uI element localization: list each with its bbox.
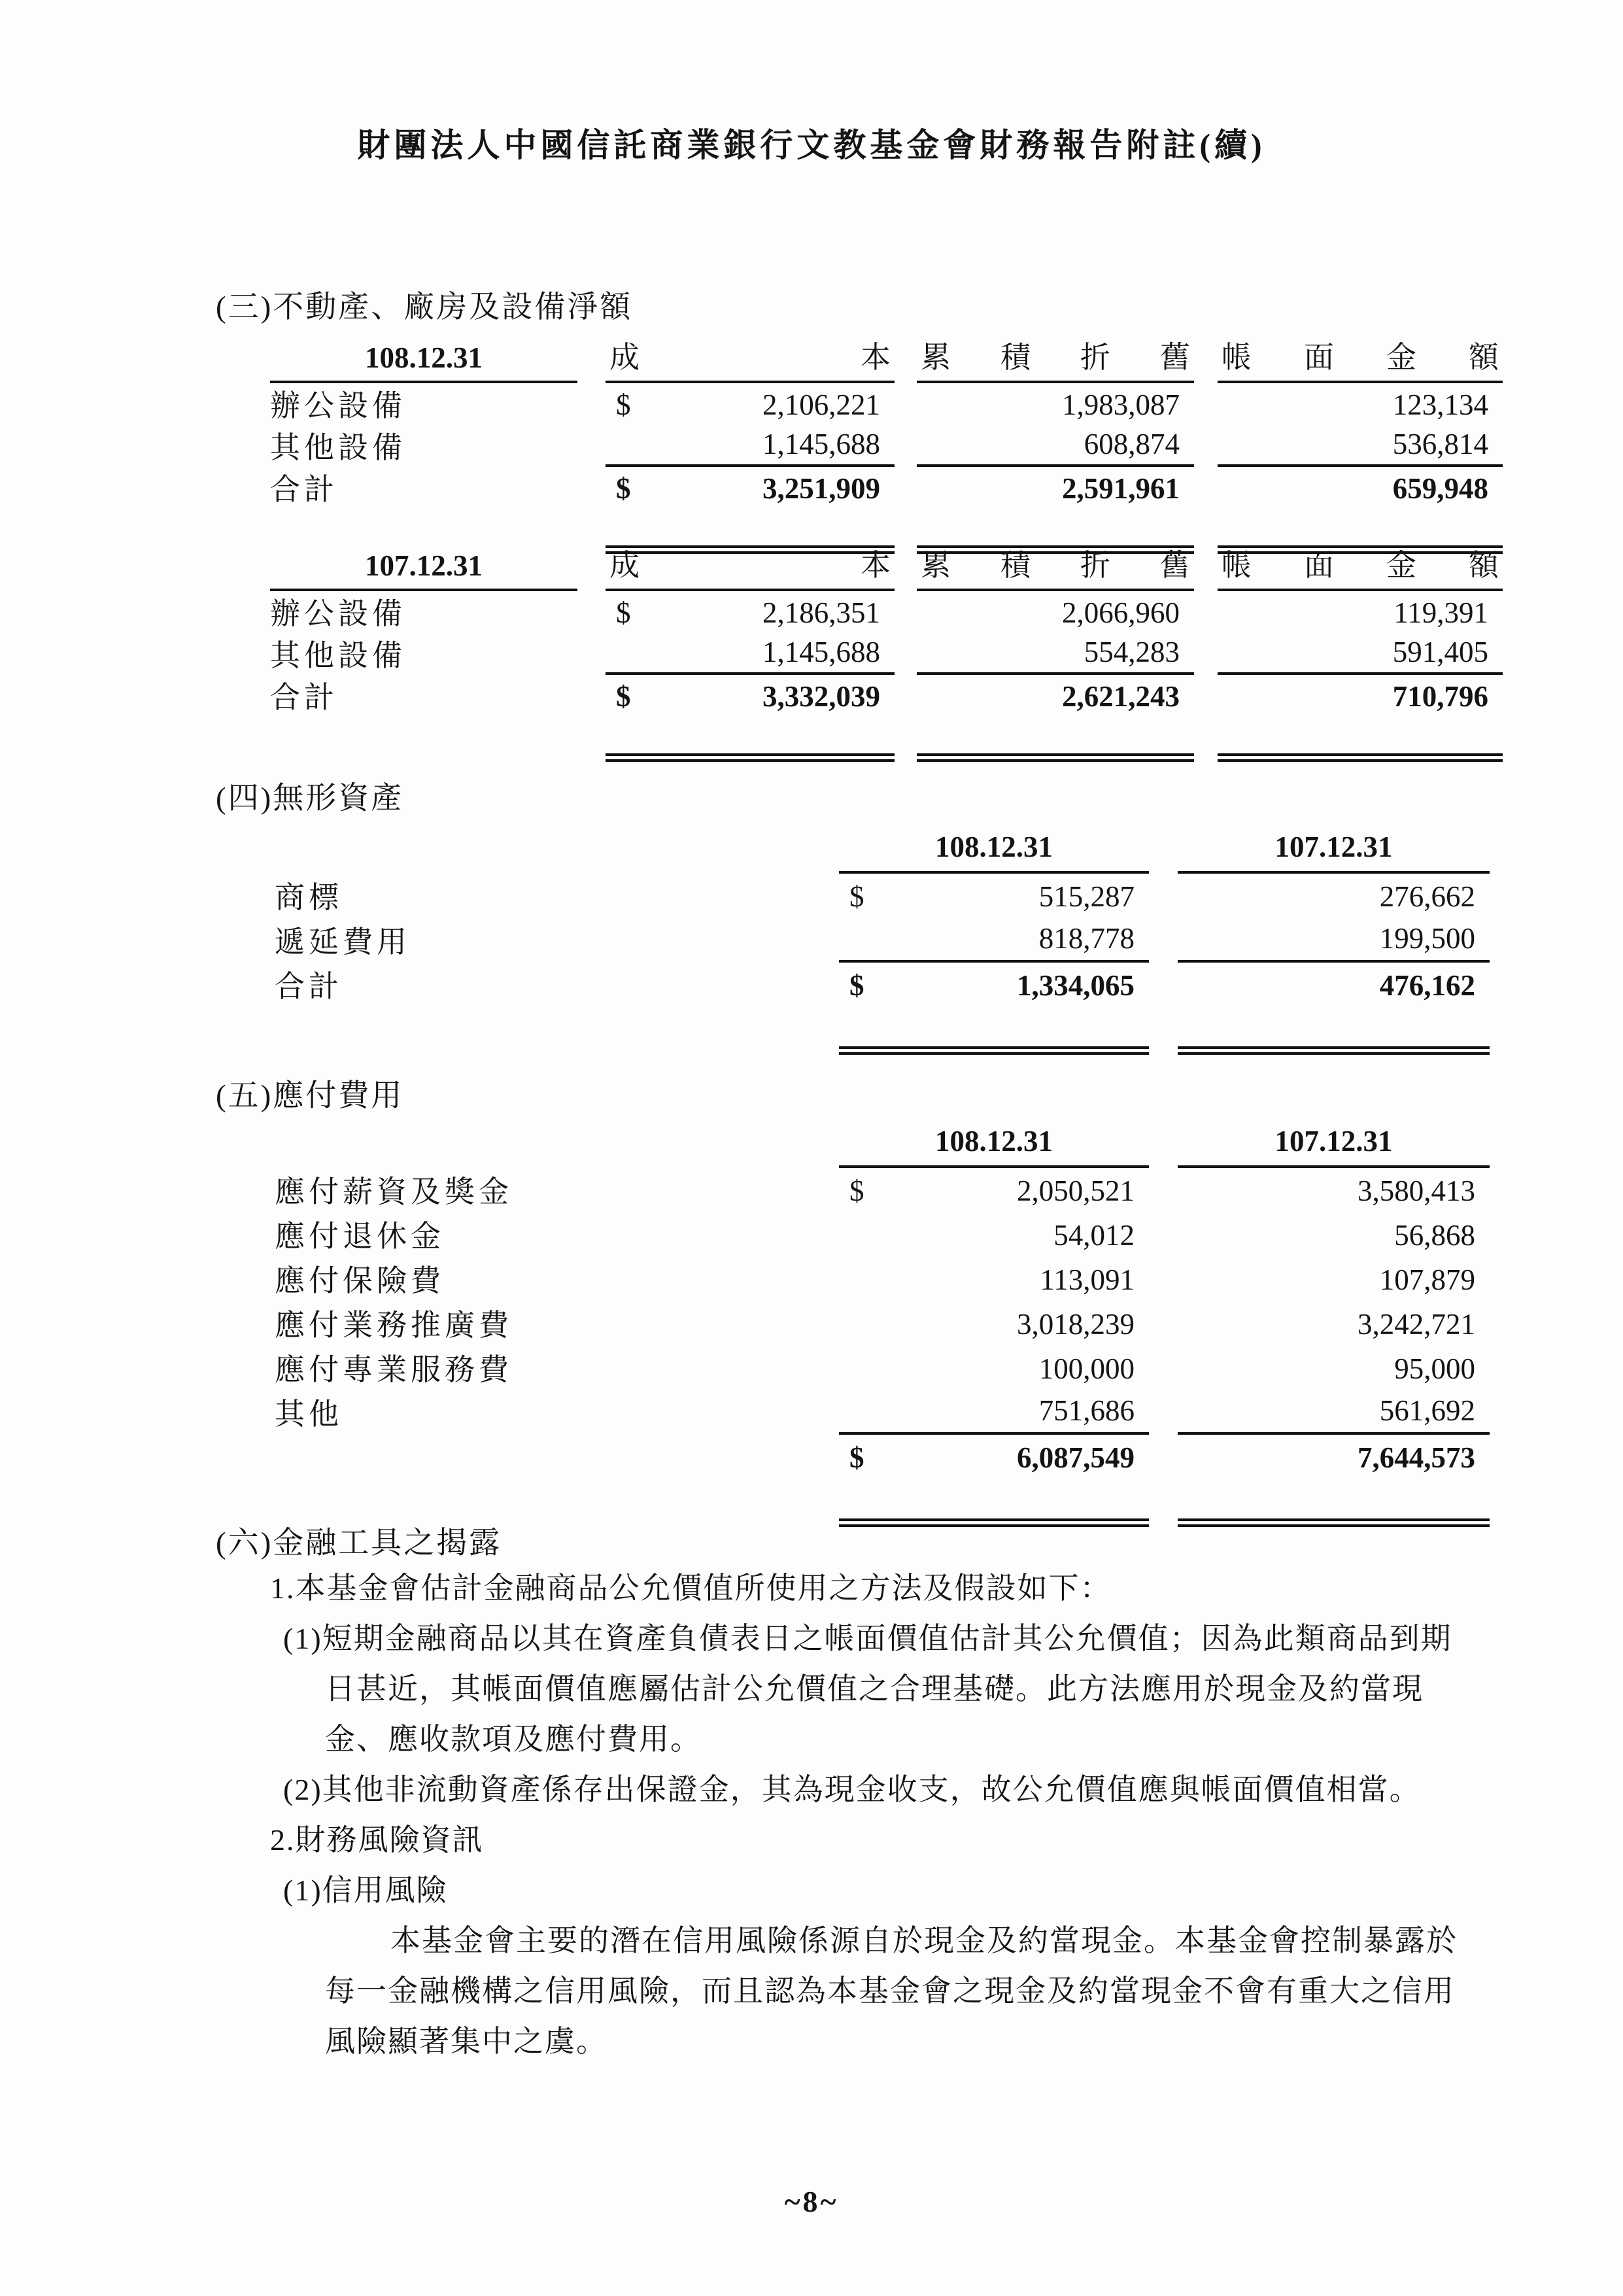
table-total-row <box>270 675 1503 717</box>
col-header-date-107: 107.12.31 <box>1178 1121 1490 1168</box>
col-header-cost: 成本 <box>606 339 895 383</box>
cell-value: 818,778 <box>1038 922 1135 955</box>
intangibles-table <box>275 832 1490 1055</box>
table-row <box>270 591 1503 633</box>
cell-value: 100,000 <box>1038 1352 1135 1385</box>
row-label: 合計 <box>270 473 338 506</box>
currency-symbol: $ <box>616 472 631 505</box>
currency-symbol: $ <box>849 1174 864 1207</box>
cell-value: 710,796 <box>1392 680 1488 713</box>
col-header-accumulated-depreciation: 累積折舊 <box>917 547 1194 591</box>
table-total-row <box>275 963 1490 1007</box>
cell-value: 199,500 <box>1379 922 1475 955</box>
cell-value: 276,662 <box>1379 880 1475 913</box>
table-total-row <box>275 1435 1490 1479</box>
double-rule <box>1178 1046 1490 1055</box>
cell-value: 2,066,960 <box>1062 596 1180 629</box>
cell-value: 536,814 <box>1392 428 1488 460</box>
currency-symbol: $ <box>616 596 631 629</box>
cell-value: 591,405 <box>1392 636 1488 668</box>
note-line: (2)其他非流動資產係存出保證金，其為現金收支，故公允價值應與帳面價值相當。 <box>283 1773 1421 1806</box>
col-header-date-108: 108.12.31 <box>839 827 1149 874</box>
table-row <box>275 1212 1490 1257</box>
row-label: 合計 <box>275 970 343 1003</box>
double-rule <box>839 1518 1149 1527</box>
table-row <box>270 633 1503 675</box>
cell-value: 3,332,039 <box>762 680 880 713</box>
cell-value: 7,644,573 <box>1358 1441 1475 1474</box>
table-header-row <box>270 340 1503 383</box>
double-rule-row <box>275 1007 1490 1055</box>
ppe-table-107 <box>270 548 1503 762</box>
cell-value: 3,018,239 <box>1017 1308 1135 1341</box>
double-rule <box>606 753 895 762</box>
table-row <box>270 425 1503 467</box>
table-row <box>275 1390 1490 1435</box>
col-header-date-108: 108.12.31 <box>839 1121 1149 1168</box>
table-row <box>270 383 1503 425</box>
currency-symbol: $ <box>849 969 864 1002</box>
section-heading-5: (五)應付費用 <box>216 1079 404 1113</box>
cell-value: 123,134 <box>1392 388 1488 421</box>
cell-value: 6,087,549 <box>1017 1441 1135 1474</box>
note-line: 日甚近，其帳面價值應屬估計公允價值之合理基礎。此方法應用於現金及約當現 <box>325 1672 1424 1705</box>
cell-value: 608,874 <box>1084 428 1180 460</box>
table-row <box>275 1301 1490 1346</box>
cell-value: 1,145,688 <box>762 636 880 668</box>
table-header-row <box>275 832 1490 874</box>
cell-value: 2,106,221 <box>762 388 880 421</box>
currency-symbol: $ <box>616 680 631 713</box>
cell-value: 1,334,065 <box>1017 969 1135 1002</box>
col-header-cost: 成本 <box>606 547 895 591</box>
note-line: 2.財務風險資訊 <box>270 1823 484 1857</box>
note-line: 1.本基金會估計金融商品公允價值所使用之方法及假設如下： <box>270 1571 1112 1605</box>
col-header-date-107: 107.12.31 <box>1178 827 1490 874</box>
cell-value: 659,948 <box>1392 472 1488 505</box>
cell-value: 113,091 <box>1040 1263 1135 1296</box>
row-label: 其他設備 <box>270 639 406 672</box>
cell-value: 515,287 <box>1038 880 1135 913</box>
double-rule-row <box>270 717 1503 762</box>
table-row <box>275 1346 1490 1390</box>
cell-value: 119,391 <box>1393 596 1488 629</box>
cell-value: 3,251,909 <box>762 472 880 505</box>
cell-value: 476,162 <box>1379 969 1475 1002</box>
double-rule <box>839 1046 1149 1055</box>
double-rule <box>1218 753 1503 762</box>
note-line: 風險顯著集中之虞。 <box>325 2025 607 2058</box>
row-label: 應付薪資及獎金 <box>275 1175 513 1208</box>
col-header-accumulated-depreciation: 累積折舊 <box>917 339 1194 383</box>
cell-value: 1,983,087 <box>1062 388 1180 421</box>
double-rule <box>1178 1518 1490 1527</box>
note-line: 金、應收款項及應付費用。 <box>325 1722 702 1756</box>
cell-value: 554,283 <box>1084 636 1180 668</box>
cell-value: 2,591,961 <box>1062 472 1180 505</box>
section-heading-3: (三)不動產、廠房及設備淨額 <box>216 290 633 324</box>
table-header-row <box>270 548 1503 591</box>
notes-text-block <box>0 1563 1623 2066</box>
currency-symbol: $ <box>849 880 864 913</box>
cell-value: 1,145,688 <box>762 428 880 460</box>
accrued-expenses-table <box>275 1126 1490 1527</box>
note-line: 每一金融機構之信用風險，而且認為本基金會之現金及約當現金不會有重大之信用 <box>325 1974 1455 2008</box>
cell-value: 751,686 <box>1038 1394 1135 1427</box>
cell-value: 2,621,243 <box>1062 680 1180 713</box>
ppe-table-108 <box>270 340 1503 554</box>
row-label: 其他設備 <box>270 431 406 464</box>
section-heading-6: (六)金融工具之揭露 <box>216 1526 502 1560</box>
cell-value: 2,050,521 <box>1017 1174 1135 1207</box>
cell-value: 56,868 <box>1394 1219 1475 1252</box>
cell-value: 54,012 <box>1053 1219 1135 1252</box>
note-line: (1)短期金融商品以其在資產負債表日之帳面價值估計其公允價值；因為此類商品到期 <box>283 1622 1452 1655</box>
cell-value: 2,186,351 <box>762 596 880 629</box>
note-line: 本基金會主要的潛在信用風險係源自於現金及約當現金。本基金會控制暴露於 <box>390 1924 1458 1957</box>
section-heading-4: (四)無形資產 <box>216 781 404 815</box>
table-row <box>275 1168 1490 1212</box>
table-date-header: 107.12.31 <box>270 547 577 591</box>
page-number: ~8~ <box>784 2185 839 2218</box>
cell-value: 95,000 <box>1394 1352 1475 1385</box>
table-total-row <box>270 467 1503 509</box>
col-header-book-value: 帳面金額 <box>1218 547 1503 591</box>
row-label: 應付業務推廣費 <box>275 1309 513 1342</box>
note-line: (1)信用風險 <box>283 1874 448 1907</box>
currency-symbol: $ <box>849 1441 864 1474</box>
row-label: 應付保險費 <box>275 1264 445 1297</box>
row-label: 商標 <box>275 881 343 914</box>
col-header-book-value: 帳面金額 <box>1218 339 1503 383</box>
table-header-row <box>275 1126 1490 1168</box>
cell-value: 3,242,721 <box>1358 1308 1475 1341</box>
doc-title: 財團法人中國信託商業銀行文教基金會財務報告附註(續) <box>357 127 1266 163</box>
currency-symbol: $ <box>616 388 631 421</box>
cell-value: 107,879 <box>1379 1263 1475 1296</box>
row-label: 辦公設備 <box>270 597 406 630</box>
row-label: 合計 <box>270 681 338 714</box>
cell-value: 561,692 <box>1379 1394 1475 1427</box>
table-row <box>275 874 1490 918</box>
table-row <box>275 1257 1490 1301</box>
table-row <box>275 918 1490 963</box>
row-label: 應付專業服務費 <box>275 1353 513 1386</box>
row-label: 應付退休金 <box>275 1220 445 1253</box>
row-label: 辦公設備 <box>270 389 406 422</box>
row-label: 其他 <box>275 1397 343 1431</box>
table-date-header: 108.12.31 <box>270 339 577 383</box>
double-rule <box>917 753 1194 762</box>
row-label: 遞延費用 <box>275 925 411 959</box>
cell-value: 3,580,413 <box>1358 1174 1475 1207</box>
